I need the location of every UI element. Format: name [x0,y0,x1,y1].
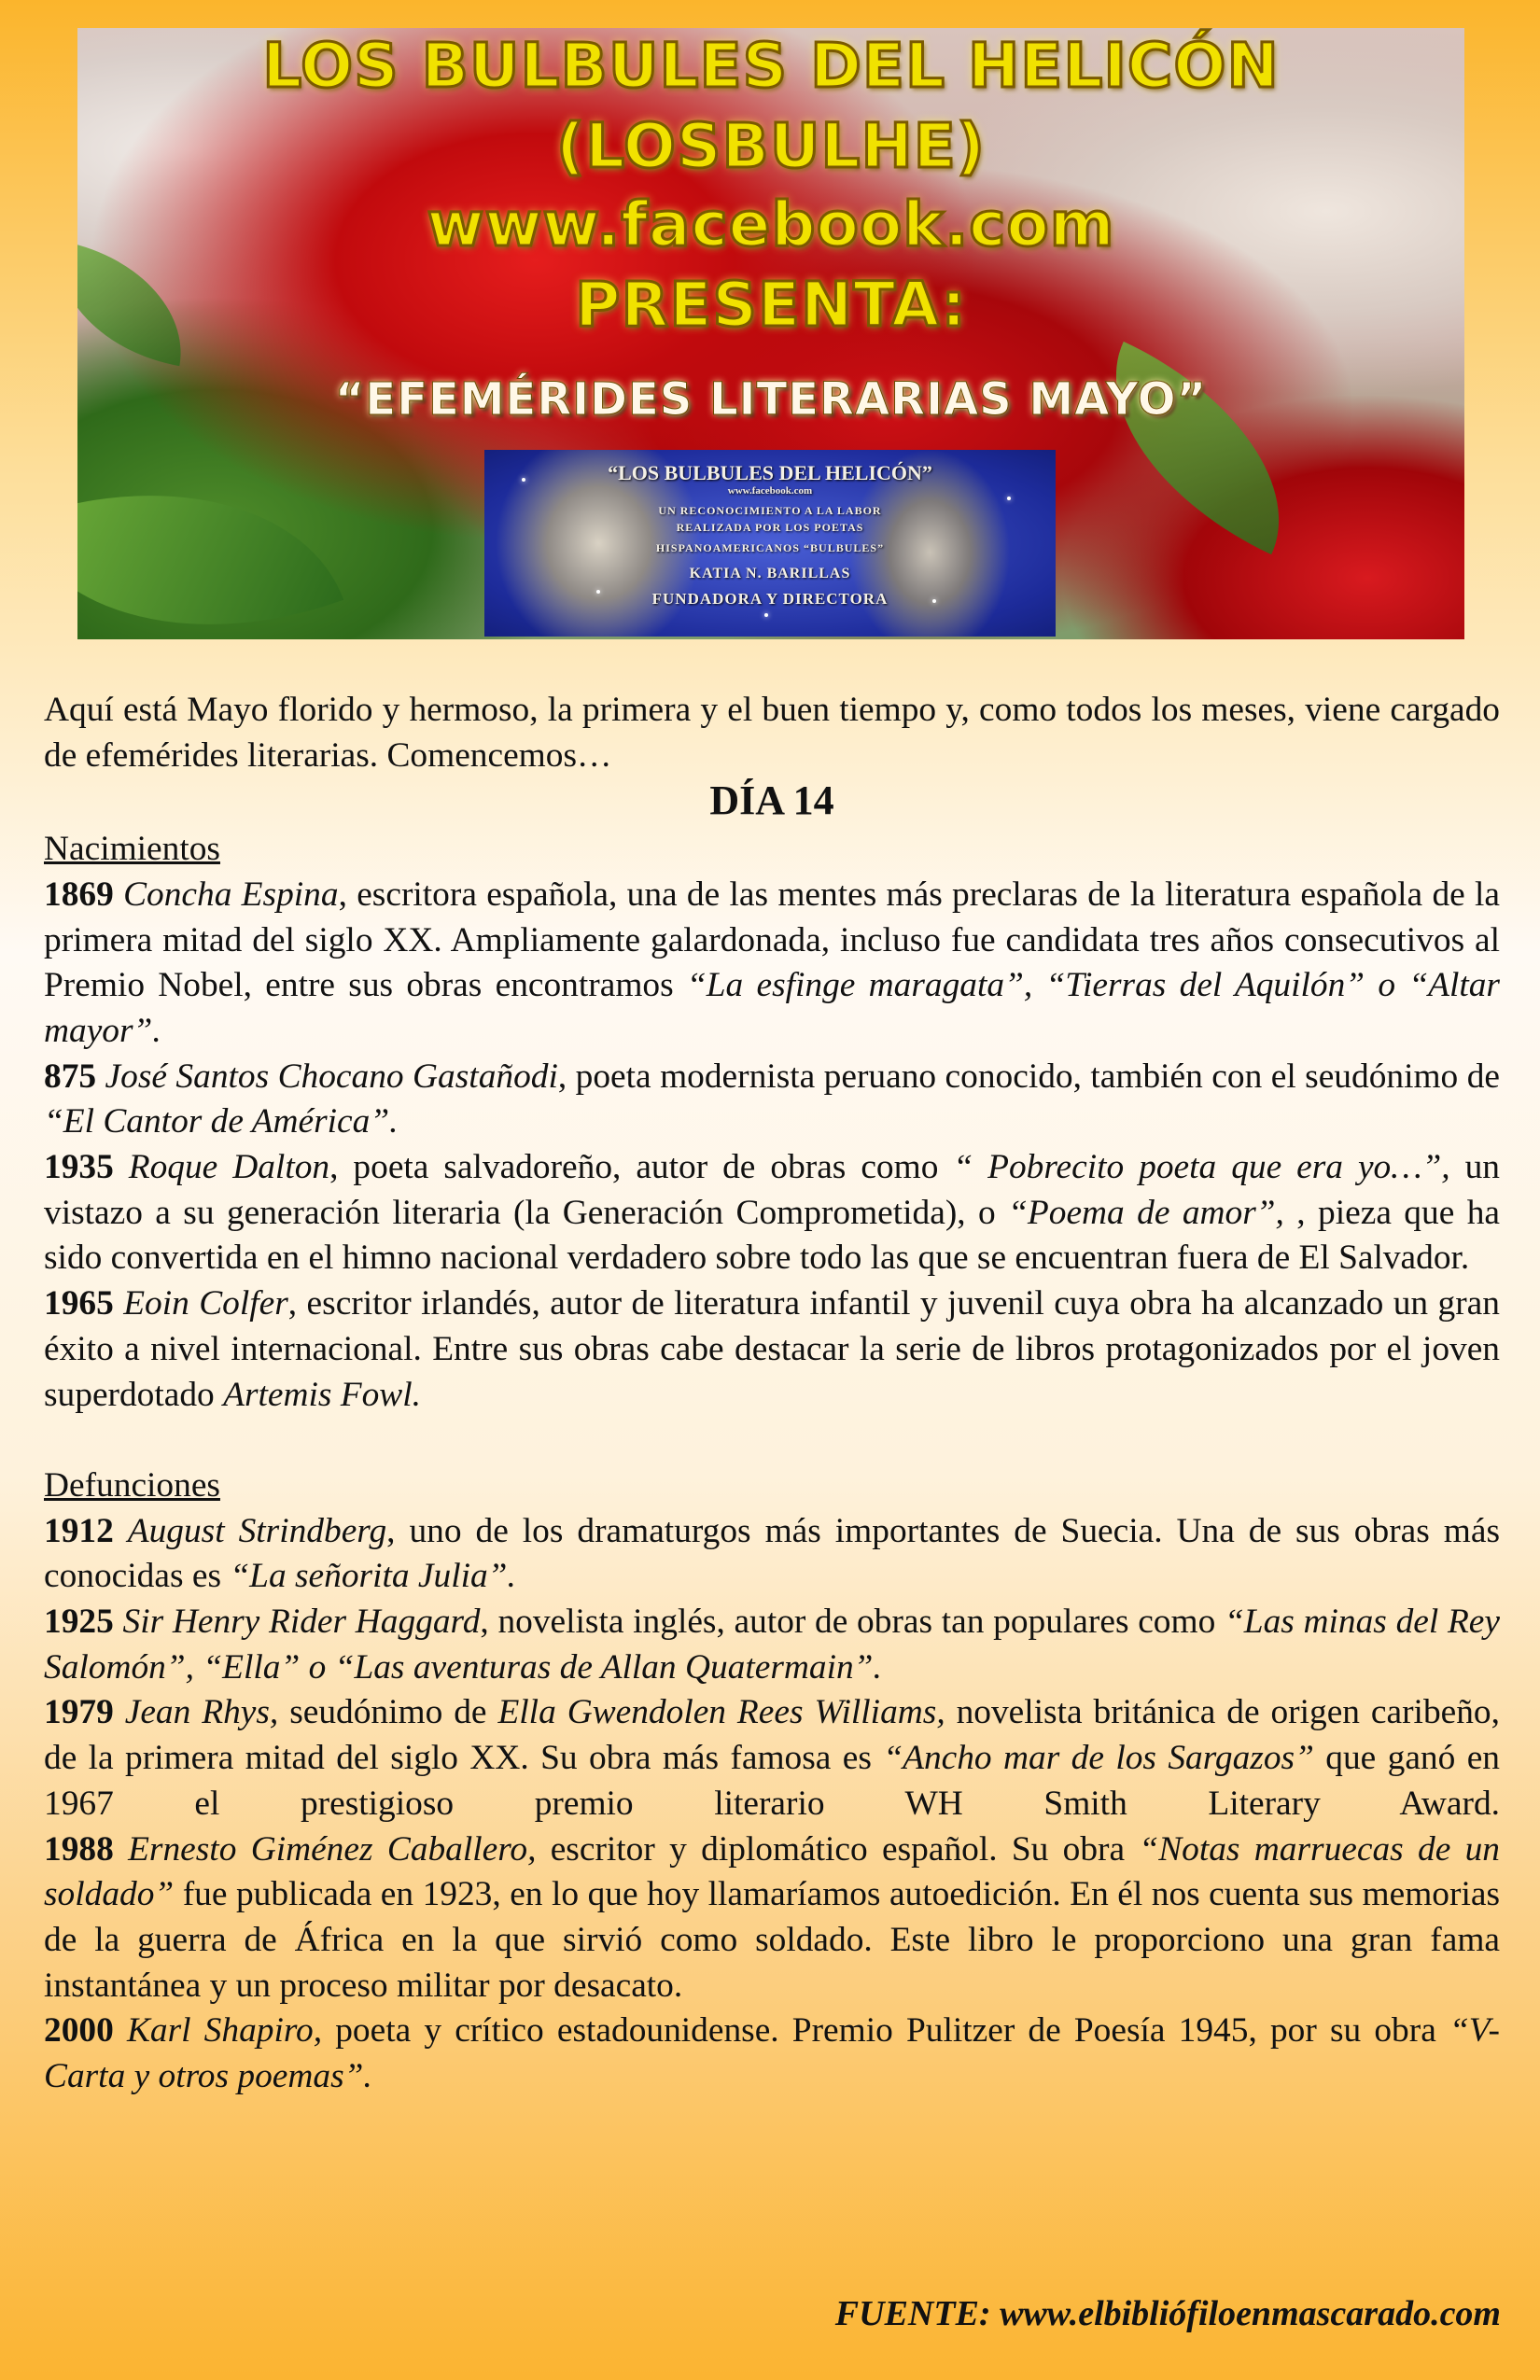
entry-year: 1965 [44,1284,114,1323]
star-icon [1007,497,1011,500]
entry-text: fue publicada en 1923, en lo que hoy llamaríamos autoedición. En él nos cuenta sus memorias de la guerra de África en la que sirvió como soldado. Este libro le proporciono una gran fama instantánea y un proceso militar por desacato. [44,1875,1500,2005]
source-footer: FUENTE: www.elbibliófiloenmascarado.com [834,2294,1501,2333]
banner-title-line-4: PRESENTA: [575,269,967,341]
inset-role: FUNDADORA Y DIRECTORA [651,590,889,608]
blank-line [44,1418,1500,1463]
entry-name: Karl Shapiro, [126,2011,323,2051]
leaf-decoration [77,425,343,639]
header-banner [77,28,1464,639]
inset-author: KATIA N. BARILLAS [689,566,851,581]
entry-alias: Ella Gwendolen Rees Williams, [497,1693,945,1732]
entry-text: , poeta modernista peruano conocido, también con el seudónimo de [557,1057,1500,1096]
entry-year: 1988 [44,1829,114,1869]
entry-works: “Las minas del Rey Salomón”, “Ella” o “Las aventuras de Allan Quatermain”. [44,1603,1500,1687]
entry-birth-1935 [44,1145,1500,1281]
article-body [44,688,1500,2100]
entry-death-1912 [44,1509,1500,1600]
banner-title-line-2: (LOSBULHE) [556,110,986,182]
entry-text: que ganó en 1967 el prestigioso premio literario WH Smith Literary Award. [44,1739,1500,1823]
entry-text: un vistazo a su generación literaria (la Generación Comprometida), o [44,1148,1500,1232]
banner-title-line-3: www.facebook.com [427,189,1115,260]
entry-birth-1965 [44,1281,1500,1418]
entry-name: Roque Dalton [128,1148,330,1187]
entry-text: poeta y crítico estadounidense. Premio Pulitzer de Poesía 1945, por su obra [322,2011,1449,2051]
entry-name: Eoin Colfer [123,1284,288,1323]
entry-name: August Strindberg [127,1511,387,1550]
entry-works: “Notas marruecas de un soldado” [44,1829,1500,1914]
intro-paragraph: Aquí está Mayo florido y hermoso, la primera y el buen tiempo y, como todos los meses, viene cargado de efemérides literarias. Comencemos… [44,691,1500,775]
entry-death-1988 [44,1827,1500,2009]
entry-works: “ Pobrecito poeta que era yo…”, [953,1148,1450,1187]
entry-text: novelista británica de origen caribeño, de la primera mitad del siglo XX. Su obra más famosa es [44,1693,1500,1778]
entry-works: “Ancho mar de los Sargazos” [883,1739,1314,1778]
entry-year: 1869 [44,875,114,914]
day-heading [44,778,1500,827]
entry-death-1925 [44,1600,1500,1690]
entry-works: “V-Carta y otros poemas”. [44,2011,1500,2096]
banner-subtitle: “EFEMÉRIDES LITERARIAS MAYO” [334,373,1208,426]
entry-text: seudónimo de [278,1693,498,1732]
entry-text: , novelista inglés, autor de obras tan populares como [480,1603,1225,1642]
entry-year: 1935 [44,1148,114,1187]
entry-death-2000 [44,2009,1500,2099]
inset-line-4: REALIZADA POR LOS POETAS [676,521,864,534]
entry-name: Jean Rhys, [124,1693,279,1732]
inset-title: “LOS BULBULES DEL HELICÓN” [608,461,932,484]
entry-works: “La señorita Julia”. [230,1557,516,1596]
entry-year: 1925 [44,1603,114,1642]
day-heading-text: DÍA 14 [709,777,834,824]
entry-year: 875 [44,1057,97,1096]
entry-year: 1979 [44,1693,114,1732]
entry-works: Artemis Fowl. [223,1375,421,1414]
entry-text: , escritora española, una de las mentes más preclaras de la literatura española de la primera mitad del siglo XX. Ampliamente galardonada, incluso fue candidata tres años consecutivos al Premio Nobel, entre sus obras encontramos [44,875,1501,1005]
entry-name: Concha Espina [123,875,339,914]
entry-text: , uno de los dramaturgos más importantes de Suecia. Una de sus obras más conocidas es [44,1511,1500,1596]
entry-works: “Poema de amor”, [1008,1193,1284,1232]
entry-death-1979 [44,1690,1500,1827]
inset-url: www.facebook.com [727,485,813,497]
inset-image [484,450,1056,637]
inset-line-5: HISPANOAMERICANOS “BULBULES” [655,541,885,554]
entry-birth-875 [44,1055,1500,1145]
deaths-heading: Defunciones [44,1465,220,1505]
entry-text: , poeta salvadoreño, autor de obras como [329,1148,954,1187]
star-icon [764,613,768,617]
inset-line-3: UN RECONOCIMIENTO A LA LABOR [658,504,882,517]
entry-name: José Santos Chocano Gastañodi [105,1057,558,1096]
entry-year: 2000 [44,2011,114,2051]
entry-year: 1912 [44,1511,114,1550]
entry-birth-1869 [44,873,1500,1055]
banner-title-line-1: LOS BULBULES DEL HELICÓN [262,30,1280,102]
entry-text: , pieza que ha sido convertida en el himno nacional verdadero sobre todo las que se encuentran fuera de El Salvador. [44,1193,1500,1278]
entry-text: escritor y diplomático español. Su obra [536,1829,1140,1869]
entry-text: , escritor irlandés, autor de literatura infantil y juvenil cuya obra ha alcanzado un gran éxito a nivel internacional. Entre sus obras cabe destacar la serie de libros protagonizados por el joven superdotado [44,1284,1500,1414]
entry-works: “La esfinge maragata”, “Tierras del Aquilón” o “Altar mayor”. [44,966,1500,1050]
births-heading: Nacimientos [44,830,220,869]
entry-name: Ernesto Giménez Caballero, [128,1829,537,1869]
entry-works: “El Cantor de América”. [44,1102,399,1141]
entry-name: Sir Henry Rider Haggard [122,1603,481,1642]
